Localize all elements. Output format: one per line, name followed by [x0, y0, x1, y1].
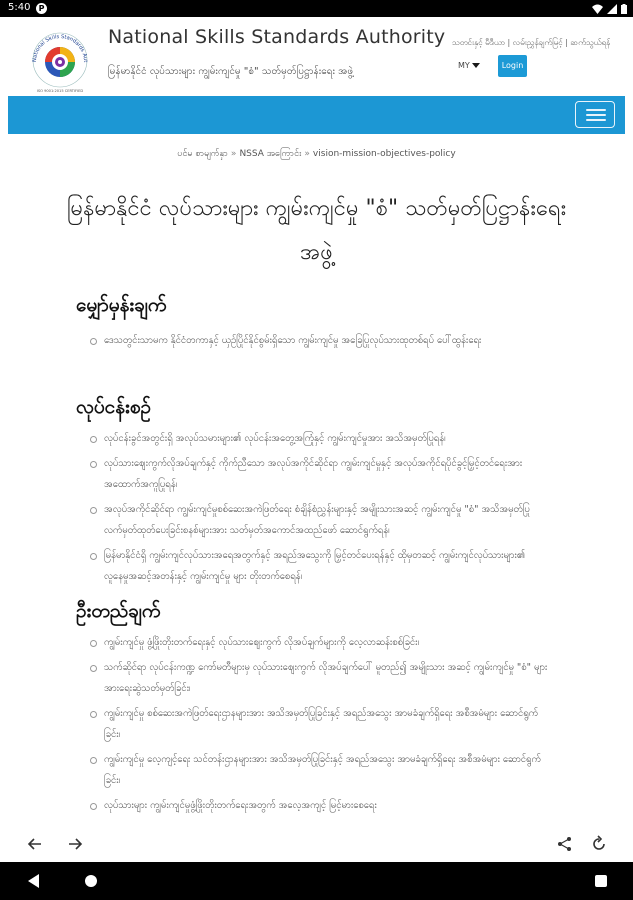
list-item: လုပ်သားဈေးကွက်လိုအပ်ချက်နှင့် ကိုက်ညီသော အလုပ်အကိုင်ဆိုင်ရာ ကျွမ်းကျင်မှုနှင့် အလုပ်အကိုင်ရပိုင်ခွင့်မြှင့်တင်ရေးအား အထောက်အကူပြုရန်၊: [90, 453, 550, 495]
status-indicators: [592, 3, 627, 14]
breadcrumb-item-current: vision-mission-objectives-policy: [312, 149, 456, 159]
status-time: 5:40: [8, 2, 31, 13]
logo-cert-text: ISO 9001:2015 CERTIFIED: [36, 89, 84, 93]
system-home-icon[interactable]: [85, 875, 97, 887]
list-item: အလုပ်အကိုင်ဆိုင်ရာ ကျွမ်းကျင်မှုစစ်ဆေးအကဲဖြတ်ရေး စံချိန်စံညွှန်းများနှင့် အမျိုးသားအဆင့် ကျွမ်းကျင်မှု "စံ" အသိအမှတ်ပြုလက်မှတ်ထုတ်ပေးခြင်းစနစ်များအား သတ်မှတ်အကောင်အထည်ဖော် ဆောင်ရွက်ရန်၊: [90, 499, 550, 541]
main-navbar: [8, 96, 625, 134]
arrow-left-icon[interactable]: [26, 835, 44, 853]
language-select[interactable]: [458, 61, 480, 70]
login-button[interactable]: Login: [498, 55, 527, 77]
logo-ring-text: National Skills Standards Aut: [31, 33, 89, 63]
arrow-right-icon[interactable]: [66, 835, 84, 853]
system-recents-icon[interactable]: [595, 875, 607, 887]
list-item: ဒေသတွင်းသာမက နိုင်ငံတကာနှင့် ယှဉ်ပြိုင်နိုင်စွမ်းရှိသော ကျွမ်းကျင်မှု အခြေပြုလုပ်သားထုတစ်ရပ် ပေါ်ထွန်းရေး: [90, 330, 550, 351]
signal-icon: [607, 4, 617, 14]
top-links[interactable]: သတင်းနှင့် မီဒီယာ | လမ်းညွှန်ချက်မြင့် | ဆက်သွယ်ရန်: [452, 38, 611, 47]
objectives-heading: ဦးတည်ချက်: [76, 600, 161, 622]
list-item: မြန်မာနိုင်ငံရှိ ကျွမ်းကျင်လုပ်သားအရေအတွက်နှင့် အရည်အသွေးကို မြှင့်တင်ပေးရန်နှင့် ထိုမှတဆင့် ကျွမ်းကျင်လုပ်သားများ၏ လူနေမှုအဆင့်အတန်းနှင့် ကျွမ်းကျင်မှု များ တိုးတက်စေရန်၊: [90, 545, 550, 587]
vision-list: [90, 330, 550, 355]
menu-toggle-button[interactable]: [575, 101, 615, 128]
vision-heading: မျှော်မှန်းချက်: [76, 294, 167, 316]
battery-icon: [621, 4, 627, 14]
hamburger-icon: [586, 109, 606, 111]
objectives-list: [90, 632, 550, 820]
list-item: ကျွမ်းကျင်မှု ဖွံ့ဖြိုးတိုးတက်ရေးနှင့် လုပ်သားဈေးကွက် လိုအပ်ချက်များကို လေ့လာဆန်းစစ်ခြင်း၊: [90, 632, 550, 653]
language-label: MY: [458, 61, 470, 70]
list-item: ကျွမ်းကျင်မှု စစ်ဆေးအကဲဖြတ်ရေးဌာနများအား အသိအမှတ်ပြုခြင်းနှင့် အရည်အသွေး အာမခံချက်ရှိရေး အစီအမံများ ဆောင်ရွက်ခြင်း၊: [90, 703, 550, 745]
notification-app-icon: P: [36, 3, 47, 14]
caret-down-icon: [472, 63, 480, 68]
breadcrumb-separator: »: [304, 149, 310, 159]
breadcrumb-separator: »: [230, 149, 237, 159]
breadcrumb-item-about[interactable]: NSSA အကြောင်း: [239, 149, 302, 159]
list-item: လုပ်သားများ ကျွမ်းကျင်မှုဖွံ့ဖြိုးတိုးတက်ရေးအတွက် အလေ့အကျင့် မြင့်မားစေရေး: [90, 795, 550, 816]
share-icon[interactable]: [556, 835, 574, 853]
reload-icon[interactable]: [590, 835, 608, 853]
breadcrumb: [0, 148, 633, 161]
site-subtitle: မြန်မာနိုင်ငံ လုပ်သားများ ကျွမ်းကျင်မှု "စံ" သတ်မှတ်ပြဋ္ဌာန်းရေး အဖွဲ့: [108, 66, 354, 77]
system-nav-bar: [0, 862, 633, 900]
mission-list: [90, 428, 550, 591]
mission-heading: လုပ်ငန်းစဉ်: [76, 396, 152, 418]
status-bar: [0, 0, 633, 17]
browser-toolbar: [0, 826, 633, 862]
page-title: မြန်မာနိုင်ငံ လုပ်သားများ ကျွမ်းကျင်မှု "စံ" သတ်မှတ်ပြဋ္ဌာန်းရေးအဖွဲ့: [66, 196, 567, 265]
list-item: လုပ်ငန်းခွင်အတွင်းရှိ အလုပ်သမားများ၏ လုပ်ငန်းအတွေ့အကြုံနှင့် ကျွမ်းကျင်မှုအား အသိအမှတ်ပြုရန်၊: [90, 428, 550, 449]
system-back-icon[interactable]: [28, 874, 39, 888]
list-item: သက်ဆိုင်ရာ လုပ်ငန်းကဏ္ဍ ကော်မတီများမှ လုပ်သားဈေးကွက် လိုအပ်ချက်ပေါ် မူတည်၍ အမျိုးသား အဆင့် ကျွမ်းကျင်မှု "စံ" များအားရေးဆွဲသတ်မှတ်ခြင်း၊: [90, 657, 550, 699]
hamburger-icon: [586, 119, 606, 121]
site-title[interactable]: National Skills Standards Authority: [108, 26, 446, 48]
list-item: ကျွမ်းကျင်မှု လေ့ကျင့်ရေး သင်တန်းဌာနများအား အသိအမှတ်ပြုခြင်းနှင့် အရည်အသွေး အာမခံချက်ရှိရေး အစီအမံများ ဆောင်ရွက်ခြင်း၊: [90, 749, 550, 791]
hamburger-icon: [586, 114, 606, 116]
wifi-icon: [592, 4, 603, 14]
breadcrumb-item-home[interactable]: ပင်မ စာမျက်နှာ: [177, 149, 228, 159]
nssa-logo[interactable]: [26, 24, 94, 96]
